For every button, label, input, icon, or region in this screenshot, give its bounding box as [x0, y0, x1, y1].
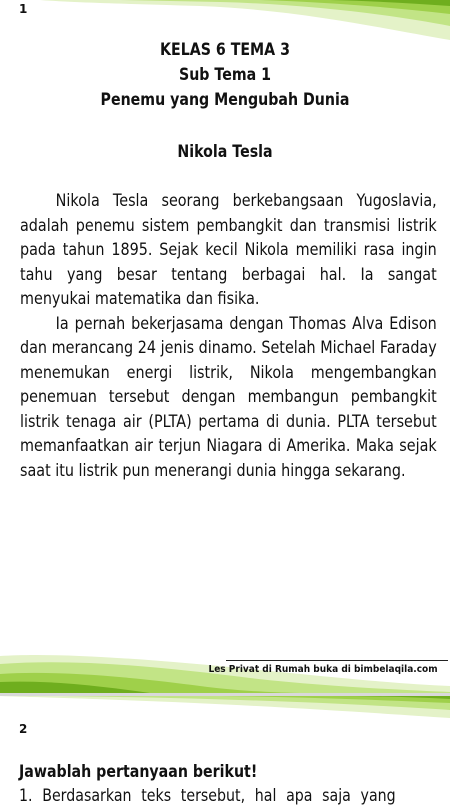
footer-rule — [226, 660, 448, 661]
class-title: KELAS 6 TEMA 3 — [160, 40, 290, 59]
paragraph-1: Nikola Tesla seorang berkebangsaan Yugoslavia, adalah penemu sistem pembangkit dan transmisi listrik pada tahun 1895. Sejak kecil Nikola memiliki rasa ingin tahu yang besar tentang berbagai hal. Ia sangat menyukai matematika dan fisika. — [20, 191, 437, 308]
paragraph-2: Ia pernah bekerjasama dengan Thomas Alva Edison dan merancang 24 jenis dinamo. Setelah Michael Faraday menemukan energi listrik, Nikola mengembangkan penemuan tersebut dengan membangun pembangkit listrik tenaga air (PLTA) pertama di dunia. PLTA tersebut memanfaatkan air terjun Niagara di Amerika. Maka sejak saat itu listrik pun menerangi dunia hingga sekarang. — [20, 313, 437, 480]
question-instruction: Jawablah pertanyaan berikut! — [19, 762, 258, 781]
article-body — [20, 189, 437, 483]
top-wave-decoration-2 — [0, 696, 450, 718]
article-body-inner — [20, 189, 437, 483]
page-number: 1 — [19, 2, 28, 16]
page-2 — [0, 696, 450, 800]
theme-title: Penemu yang Mengubah Dunia — [100, 90, 350, 109]
footer-text: Les Privat di Rumah buka di bimbelaqila.com — [208, 664, 438, 675]
article-heading: Nikola Tesla — [177, 142, 273, 161]
subtheme-title: Sub Tema 1 — [178, 65, 272, 84]
page-number-2: 2 — [19, 722, 28, 736]
question-1: 1. Berdasarkan teks tersebut, hal apa saja yang — [19, 786, 396, 805]
